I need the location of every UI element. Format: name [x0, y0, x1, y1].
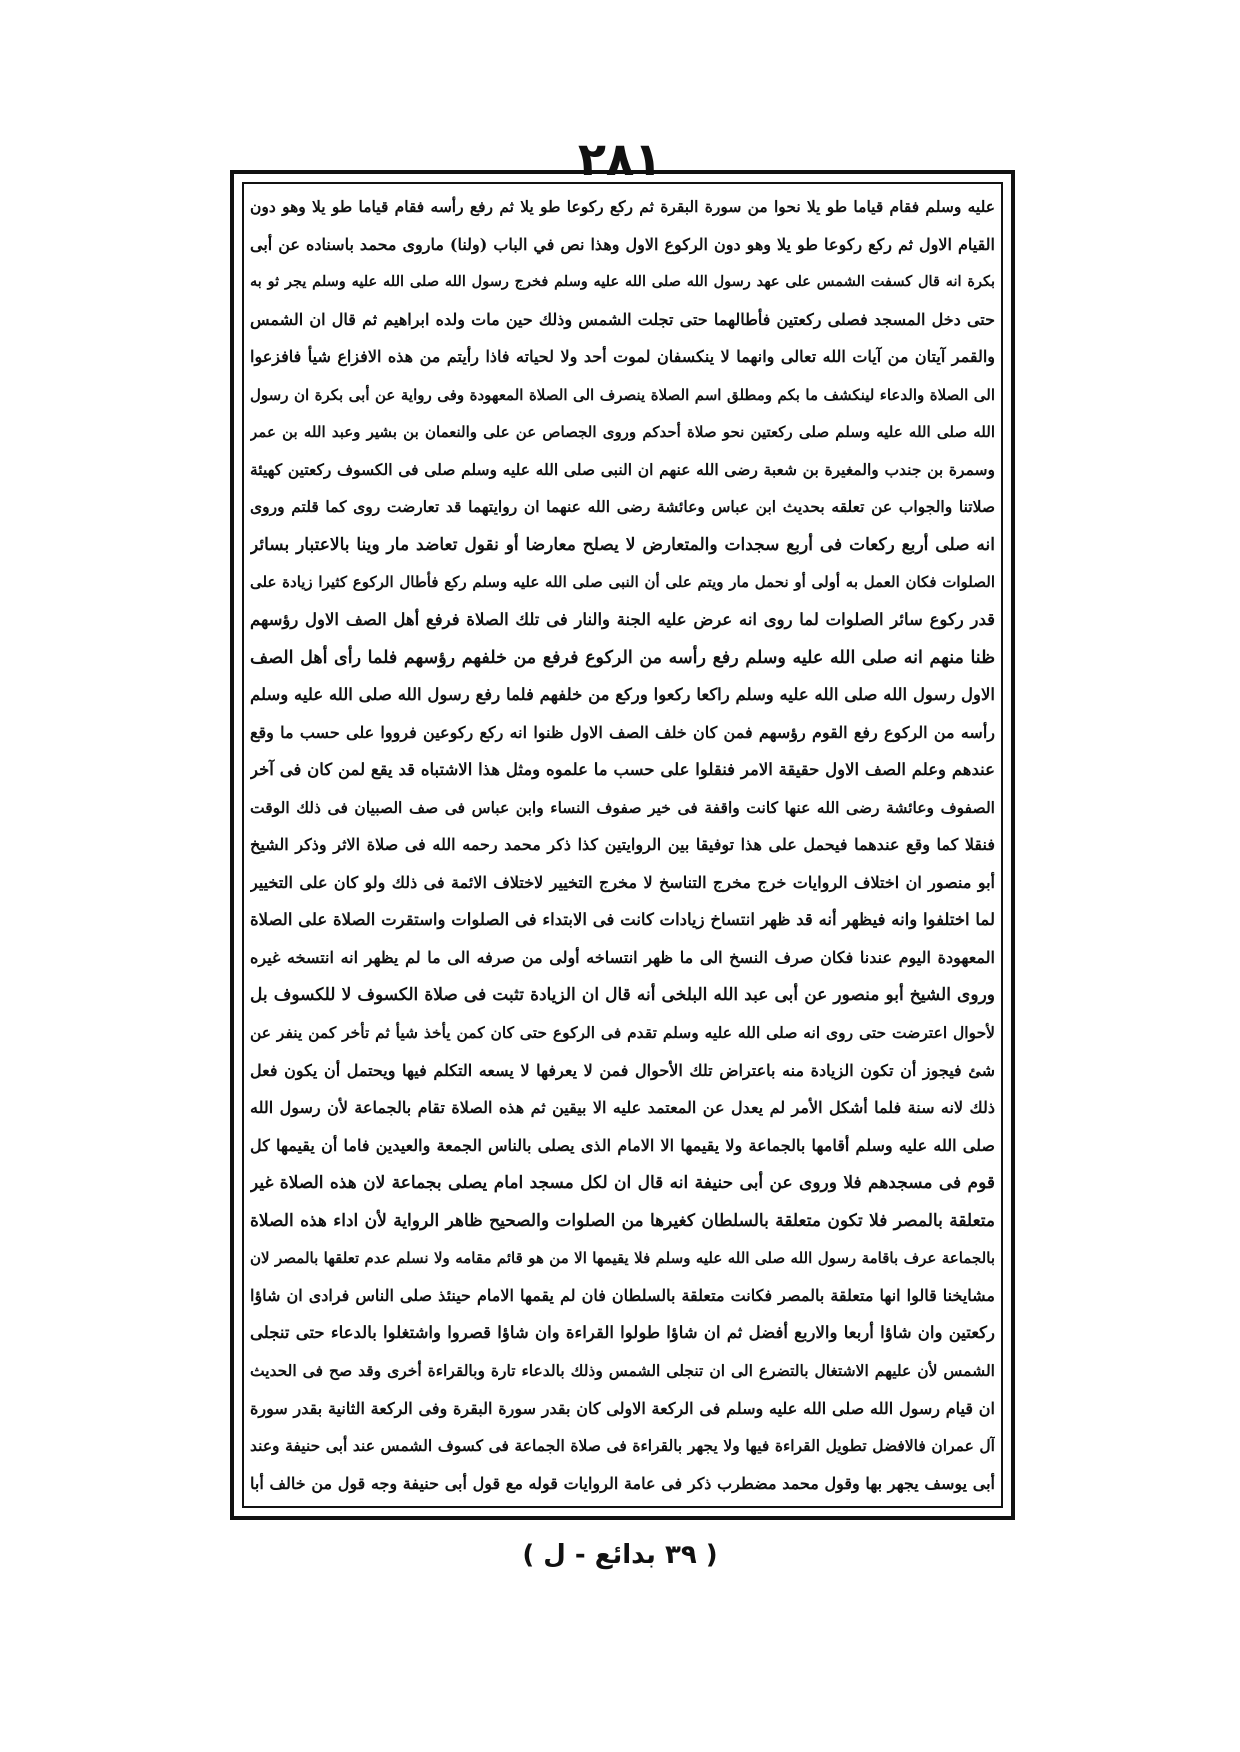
text-line: الى الصلاة والدعاء لينكشف ما بكم ومطلق اسم الصلاة ينصرف الى الصلاة المعهودة وفى رواية عن أبى بكرة ان رسول: [250, 385, 995, 404]
text-frame: [230, 170, 1015, 1520]
text-line: صلى الله عليه وسلم أقامها بالجماعة ولا يقيمها الا الامام الذى يصلى بالناس الجمعة والعيدين فاما أن يقيمها كل: [250, 1135, 995, 1155]
text-line: متعلقة بالمصر فلا تكون متعلقة بالسلطان كغيرها من الصلوات والصحيح ظاهر الرواية لأن اداء هذه الصلاة: [250, 1210, 995, 1231]
text-body: [250, 188, 995, 1502]
text-line: الاول رسول الله صلى الله عليه وسلم راكعا ركعوا وركع من خلفهم فلما رفع رسول الله صلى الله عليه وسلم: [250, 685, 995, 705]
text-line: ركعتين وان شاؤا أربعا والاربع أفضل ثم ان شاؤا طولوا القراءة وان شاؤا قصروا واشتغلوا بالدعاء حتى تنجلى: [250, 1323, 995, 1343]
text-line: الصفوف وعائشة رضى الله عنها كانت واقفة فى خير صفوف النساء وابن عباس فى صف الصبيان فى ذلك الوقت: [250, 797, 995, 817]
text-line: آل عمران فالافضل تطويل القراءة فيها ولا يجهر بالقراءة فى صلاة الجماعة فى كسوف الشمس عند أبى حنيفة وعند: [250, 1436, 995, 1456]
text-line: ذلك لانه سنة فلما أشكل الأمر لم يعدل عن المعتمد عليه الا بيقين ثم هذه الصلاة تقام بالجماعة لأن رسول الله: [250, 1098, 995, 1118]
text-line: والقمر آيتان من آيات الله تعالى وانهما لا ينكسفان لموت أحد ولا لحياته فاذا رأيتم من هذه الافزاع شيأ فافزعوا: [250, 347, 995, 367]
text-line: المعهودة اليوم عندنا فكان صرف النسخ الى ما ظهر انتساخه أولى من صرفه الى ما لم يظهر انه انتسخه غيره: [250, 947, 995, 967]
text-line: شئ فيجوز أن تكون الزيادة منه باعتراض تلك الأحوال فمن لا يعرفها لا يسعه التكلم فيها ويحتمل أن يكون فعل: [250, 1060, 995, 1080]
text-line: رأسه من الركوع رفع القوم رؤسهم فمن كان خلف الصف الاول ظنوا انه ركع ركوعين فرووا على حسب ما وقع: [250, 722, 995, 742]
text-line: بكرة انه قال كسفت الشمس على عهد رسول الله صلى الله عليه وسلم فخرج رسول الله صلى الله عليه وسلم يجر ثو به: [250, 273, 995, 291]
text-line: صلاتنا والجواب عن تعلقه بحديث ابن عباس وعائشة رضى الله عنهما ان روايتهما قد تعارضت روى كما قلتم وروى: [250, 497, 995, 517]
text-line: وروى الشيخ أبو منصور عن أبى عبد الله البلخى أنه قال ان الزيادة تثبت فى صلاة الكسوف لا للكسوف بل: [250, 985, 995, 1006]
page-number: ٢٨١: [577, 132, 663, 186]
text-line: انه صلى أربع ركعات فى أربع سجدات والمتعارض لا يصلح معارضا أو نقول تعاضد مار وينا بالاعتبار بسائر: [250, 534, 995, 555]
text-line: عندهم وعلم الصف الاول حقيقة الامر فنقلوا على حسب ما علموه ومثل هذا الاشتباه قد يقع لمن كان فى آخر: [250, 760, 995, 780]
text-line: الشمس لأن عليهم الاشتغال بالتضرع الى ان تنجلى الشمس وذلك بالدعاء تارة وبالقراءة أخرى وقد صح فى الحديث: [250, 1360, 995, 1380]
text-line: الله صلى الله عليه وسلم صلى ركعتين نحو صلاة أحدكم وروى الجصاص عن على والنعمان بن بشير وعبد الله بن عمر: [250, 423, 995, 442]
text-line: قوم فى مسجدهم فلا وروى عن أبى حنيفة انه قال ان لكل مسجد امام يصلى بجماعة لان هذه الصلاة غير: [250, 1173, 995, 1194]
text-line: بالجماعة عرف باقامة رسول الله صلى الله عليه وسلم فلا يقيمها الا من هو قائم مقامه ولا نسلم عدم تعلقها بالمصر لان: [250, 1249, 995, 1268]
text-line: حتى دخل المسجد فصلى ركعتين فأطالهما حتى تجلت الشمس وذلك حين مات ولده ابراهيم ثم قال ان الشمس: [250, 309, 995, 329]
text-line: مشايخنا قالوا انها متعلقة بالمصر فكانت متعلقة بالسلطان فان لم يقمها الامام حينئذ صلى الناس فرادى ان شاؤا: [250, 1285, 995, 1305]
text-line: ظنا منهم انه صلى الله عليه وسلم رفع رأسه من الركوع فرفع من خلفهم رؤسهم فلما رأى أهل الصف: [250, 647, 995, 668]
text-line: قدر ركوع سائر الصلوات لما روى انه عرض عليه الجنة والنار فى تلك الصلاة فرفع أهل الصف الاول رؤسهم: [250, 610, 995, 630]
page-footer-signature: ( ٣٩ بدائع - ل ): [522, 1540, 718, 1570]
text-line: لأحوال اعترضت حتى روى انه صلى الله عليه وسلم تقدم فى الركوع حتى كان كمن يأخذ شيأ ثم تأخر كمن ينفر عن: [250, 1023, 995, 1043]
text-line: عليه وسلم فقام قياما طو يلا نحوا من سورة البقرة ثم ركع ركوعا طو يلا ثم رفع رأسه فقام قياما طو يلا وهو دون: [250, 197, 995, 216]
text-line: القيام الاول ثم ركع ركوعا طو يلا وهو دون الركوع الاول وهذا نص في الباب (ولنا) ماروى محمد باسناده عن أبى: [250, 234, 995, 254]
text-line: وسمرة بن جندب والمغيرة بن شعبة رضى الله عنهم ان النبى صلى الله عليه وسلم صلى فى الكسوف ركعتين كهيئة: [250, 459, 995, 479]
text-line: الصلوات فكان العمل به أولى أو نحمل مار ويتم على أن النبى صلى الله عليه وسلم ركع فأطال الركوع كثيرا زيادة على: [250, 573, 995, 592]
text-line: أبو منصور ان اختلاف الروايات خرج مخرج التناسخ لا مخرج التخيير لاختلاف الائمة فى ذلك ولو كان على التخيير: [250, 872, 995, 892]
text-line: لما اختلفوا وانه فيظهر أنه قد ظهر انتساخ زيادات كانت فى الابتداء فى الصلوات واستقرت الصلاة على الصلاة: [250, 910, 995, 930]
text-line: أبى يوسف يجهر بها وقول محمد مضطرب ذكر فى عامة الروايات قوله مع قول أبى حنيفة وجه قول من خالف أبا: [250, 1473, 995, 1493]
text-line: فنقلا كما وقع عندهما فيحمل على هذا توفيقا بين الروايتين كذا ذكر محمد رحمه الله فى صلاة الاثر وذكر الشيخ: [250, 835, 995, 855]
text-line: ان قيام رسول الله صلى الله عليه وسلم فى الركعة الاولى كان بقدر سورة البقرة وفى الركعة الثانية بقدر سورة: [250, 1398, 995, 1418]
